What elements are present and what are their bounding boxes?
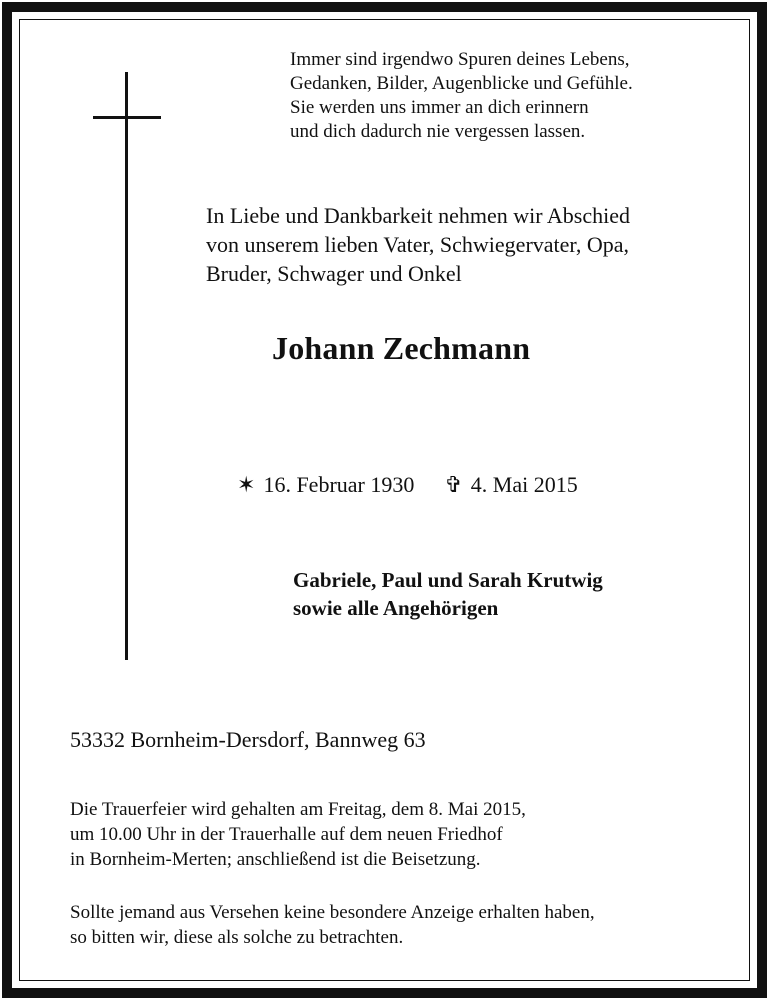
deceased-name: Johann Zechmann xyxy=(272,330,531,366)
family-address: 53332 Bornheim-Dersdorf, Bannweg 63 xyxy=(70,727,426,752)
intro-line: Bruder, Schwager und Onkel xyxy=(206,261,462,286)
life-dates xyxy=(237,472,578,498)
service-line: Die Trauerfeier wird gehalten am Freitag, dem 8. Mai 2015, xyxy=(70,799,526,820)
birth-date: 16. Februar 1930 xyxy=(263,472,415,497)
poem-line: Immer sind irgendwo Spuren deines Lebens, xyxy=(290,49,630,70)
farewell-text xyxy=(206,201,726,288)
poem-line: und dich dadurch nie vergessen lassen. xyxy=(290,121,586,142)
poem-line: Sie werden uns immer an dich erinnern xyxy=(290,97,589,118)
service-line: in Bornheim-Merten; anschließend ist die Beisetzung. xyxy=(70,849,481,870)
mourners xyxy=(293,566,603,622)
birth-star-icon: ✶ xyxy=(237,472,256,497)
death-date: 4. Mai 2015 xyxy=(470,472,578,497)
intro-line: In Liebe und Dankbarkeit nehmen wir Abschied xyxy=(206,203,630,228)
poem-line: Gedanken, Bilder, Augenblicke und Gefühle. xyxy=(290,73,633,94)
cross-vertical-bar xyxy=(125,72,128,660)
memorial-poem xyxy=(290,48,710,144)
intro-line: von unserem lieben Vater, Schwiegervater, Opa, xyxy=(206,232,630,257)
notice-line: Sollte jemand aus Versehen keine besondere Anzeige erhalten haben, xyxy=(70,902,595,923)
death-cross-icon: ✞ xyxy=(444,472,463,497)
mourner-line: sowie alle Angehörigen xyxy=(293,596,499,620)
funeral-service-info xyxy=(70,797,526,872)
cross-horizontal-bar xyxy=(93,116,161,119)
notice-text xyxy=(70,900,595,950)
notice-line: so bitten wir, diese als solche zu betrachten. xyxy=(70,927,404,948)
service-line: um 10.00 Uhr in der Trauerhalle auf dem neuen Friedhof xyxy=(70,824,503,845)
mourner-line: Gabriele, Paul und Sarah Krutwig xyxy=(293,568,603,592)
